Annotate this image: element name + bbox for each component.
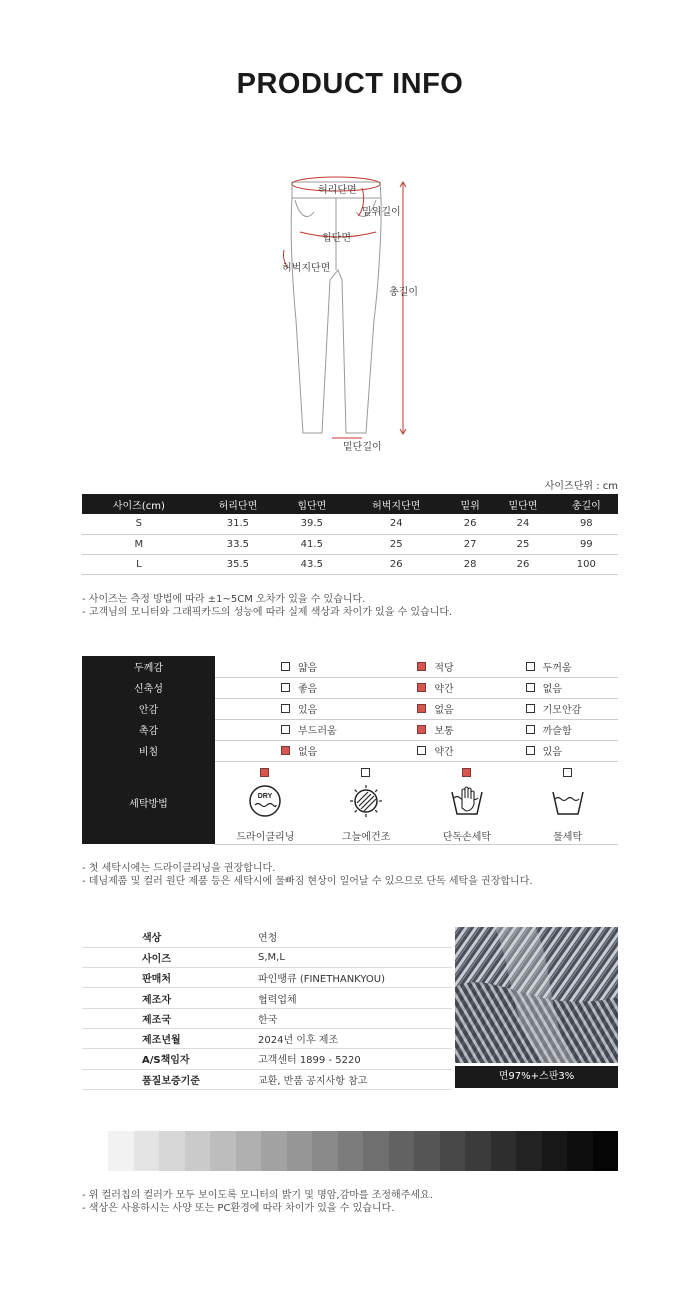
note-line: - 고객님의 모니터와 그래픽카드의 성능에 따라 실제 색상과 차이가 있을 수 있습니다. (82, 607, 453, 618)
feel-label: 비침 (82, 740, 215, 761)
checked-checkbox-icon (417, 704, 426, 713)
size-table (82, 494, 618, 575)
size-cell: 26 (449, 514, 491, 534)
feel-option (349, 659, 483, 674)
feel-option (349, 743, 483, 758)
feel-option (215, 722, 349, 737)
grayscale-chart (108, 1131, 618, 1171)
table-row (82, 1028, 452, 1048)
diagram-label-hip: 힙단면 (322, 233, 351, 244)
gray-chip (236, 1131, 262, 1171)
table-row (82, 1049, 452, 1069)
checked-checkbox-icon (281, 746, 290, 755)
feel-option (484, 701, 618, 716)
info-key: A/S책임자 (82, 1049, 258, 1069)
size-notes (82, 593, 452, 619)
size-unit: 사이즈단위 : cm (544, 481, 618, 492)
feel-option (484, 722, 618, 737)
wash-label: 물세탁 (553, 831, 583, 843)
gray-chip (312, 1131, 338, 1171)
feel-option (215, 701, 349, 716)
table-row (82, 534, 618, 554)
info-value: 고객센터 1899 - 5220 (258, 1049, 452, 1069)
feel-option (215, 743, 349, 758)
gray-chip (210, 1131, 236, 1171)
feel-option-label: 기모안감 (542, 705, 582, 716)
size-col-header: 밑단면 (491, 494, 554, 514)
info-value: 파인땡큐 (FINETHANKYOU) (258, 968, 452, 988)
info-key: 제조년월 (82, 1028, 258, 1048)
info-value: 협력업체 (258, 988, 452, 1008)
unchecked-checkbox-icon (281, 662, 290, 671)
info-value: S,M,L (258, 947, 452, 967)
table-row (82, 514, 618, 534)
feel-row (82, 719, 618, 740)
size-cell: 25 (343, 534, 449, 554)
info-value: 2024년 이후 제조 (258, 1028, 452, 1048)
gray-chip (542, 1131, 568, 1171)
feel-option-label: 없음 (298, 747, 318, 758)
washing-notes (82, 862, 533, 888)
note-line: - 색상은 사용하시는 사양 또는 PC환경에 따라 차이가 있을 수 있습니다. (82, 1203, 395, 1214)
unchecked-checkbox-icon (281, 704, 290, 713)
pants-outline-icon (270, 170, 450, 460)
size-cell: 27 (449, 534, 491, 554)
unchecked-checkbox-icon (526, 704, 535, 713)
size-col-header: 허리단면 (196, 494, 280, 514)
note-line: - 위 컬러칩의 컬러가 모두 보이도록 모니터의 밝기 및 명암,감마를 조정해주세요. (82, 1190, 433, 1201)
gray-chip (593, 1131, 619, 1171)
checked-checkbox-icon (417, 662, 426, 671)
wash-label: 그늘에건조 (341, 831, 391, 843)
info-key: 사이즈 (82, 947, 258, 967)
size-cell: 98 (555, 514, 618, 534)
feel-option-label: 까슬함 (542, 726, 572, 737)
size-cell: M (82, 534, 196, 554)
feel-option-label: 두꺼움 (542, 662, 572, 674)
info-value: 연청 (258, 927, 452, 947)
diagram-label-length: 총길이 (389, 287, 418, 298)
info-key: 판매처 (82, 968, 258, 988)
wash-item-hand-wash (417, 762, 518, 844)
shade-dry-icon (349, 784, 383, 818)
size-col-header: 사이즈(cm) (82, 494, 196, 514)
feel-option (349, 722, 483, 737)
size-cell: 24 (491, 514, 554, 534)
wash-label: 단독손세탁 (442, 831, 492, 843)
feel-row (82, 656, 618, 677)
feel-row (82, 698, 618, 719)
feel-option-label: 좋음 (298, 684, 318, 695)
size-cell: 39.5 (280, 514, 343, 534)
feel-option (484, 680, 618, 695)
table-row (82, 1008, 452, 1028)
feel-label: 촉감 (82, 719, 215, 740)
size-cell: 31.5 (196, 514, 280, 534)
size-col-header: 밑위 (449, 494, 491, 514)
feel-label: 신축성 (82, 677, 215, 698)
unchecked-checkbox-icon (526, 683, 535, 692)
table-row (82, 1069, 452, 1089)
table-row (82, 988, 452, 1008)
info-key: 제조자 (82, 988, 258, 1008)
dry-clean-icon (248, 784, 282, 818)
feel-option-label: 없음 (542, 684, 562, 695)
note-line: - 데님제품 및 컬러 원단 제품 등은 세탁시에 물빠짐 현상이 일어날 수 있으므로 단독 세탁을 권장합니다. (82, 876, 533, 887)
wash-checkbox-0 (260, 768, 269, 777)
fabric-composition: 면97%+스판3% (455, 1066, 618, 1088)
gray-chip (440, 1131, 466, 1171)
feel-row (82, 677, 618, 698)
size-cell: 24 (343, 514, 449, 534)
wash-item-water-wash (517, 762, 618, 844)
pants-measurement-diagram (270, 170, 450, 460)
diagram-label-rise: 밑위길이 (362, 207, 401, 218)
info-value: 한국 (258, 1008, 452, 1028)
hand-wash-icon (450, 784, 484, 818)
unchecked-checkbox-icon (526, 746, 535, 755)
wash-label: 드라이클리닝 (236, 831, 295, 843)
product-info-table (82, 927, 452, 1090)
gray-chip (414, 1131, 440, 1171)
feel-row (82, 740, 618, 761)
size-cell: 28 (449, 554, 491, 574)
size-cell: 26 (491, 554, 554, 574)
size-table-header (82, 494, 618, 514)
gray-chip (465, 1131, 491, 1171)
gray-chip (389, 1131, 415, 1171)
feel-option-label: 있음 (542, 747, 562, 758)
gray-chip (108, 1131, 134, 1171)
size-cell: 99 (555, 534, 618, 554)
size-cell: 43.5 (280, 554, 343, 574)
checked-checkbox-icon (417, 683, 426, 692)
wash-item-shade-dry (316, 762, 417, 844)
feel-option-label: 약간 (434, 747, 454, 758)
info-key: 제조국 (82, 1008, 258, 1028)
size-cell: 41.5 (280, 534, 343, 554)
size-col-header: 힙단면 (280, 494, 343, 514)
checked-checkbox-icon (417, 725, 426, 734)
note-line: - 사이즈는 측정 방법에 따라 ±1~5CM 오차가 있을 수 있습니다. (82, 594, 366, 605)
size-cell: S (82, 514, 196, 534)
color-notes (82, 1189, 433, 1215)
gray-chip (261, 1131, 287, 1171)
washing-icons (215, 762, 618, 844)
feel-option (349, 680, 483, 695)
unchecked-checkbox-icon (526, 662, 535, 671)
feel-option (484, 659, 618, 674)
size-cell: L (82, 554, 196, 574)
page-title: PRODUCT INFO (236, 68, 464, 100)
feel-option (349, 701, 483, 716)
feel-option (215, 680, 349, 695)
diagram-label-hem: 밑단길이 (343, 442, 382, 453)
table-row (82, 947, 452, 967)
info-key: 색상 (82, 927, 258, 947)
diagram-label-thigh: 허벅지단면 (282, 263, 331, 274)
feel-option-label: 보통 (434, 726, 454, 737)
size-cell: 100 (555, 554, 618, 574)
washing-label: 세탁방법 (82, 761, 215, 844)
diagram-label-waist: 허리단면 (318, 185, 357, 196)
size-cell: 33.5 (196, 534, 280, 554)
wash-checkbox-2 (462, 768, 471, 777)
unchecked-checkbox-icon (281, 725, 290, 734)
feel-option-label: 약간 (434, 684, 454, 695)
wash-item-dry-clean (215, 762, 316, 844)
size-cell: 25 (491, 534, 554, 554)
unchecked-checkbox-icon (281, 683, 290, 692)
info-value: 교환, 반품 공지사항 참고 (258, 1069, 452, 1089)
gray-chip (287, 1131, 313, 1171)
table-row (82, 554, 618, 574)
water-wash-icon (551, 784, 585, 818)
feel-label: 안감 (82, 698, 215, 719)
size-cell: 35.5 (196, 554, 280, 574)
fabric-swatch-image (455, 927, 618, 1063)
info-key: 품질보증기준 (82, 1069, 258, 1089)
gray-chip (185, 1131, 211, 1171)
fabric-feel-table (82, 656, 618, 845)
unchecked-checkbox-icon (417, 746, 426, 755)
size-col-header: 허벅지단면 (343, 494, 449, 514)
feel-option-label: 얇음 (298, 662, 318, 674)
gray-chip (338, 1131, 364, 1171)
feel-option-label: 없음 (434, 705, 454, 716)
feel-option-label: 적당 (434, 662, 454, 674)
feel-option-label: 있음 (298, 705, 318, 716)
feel-option-label: 부드러움 (298, 726, 337, 737)
table-row (82, 968, 452, 988)
gray-chip (134, 1131, 160, 1171)
feel-option (484, 743, 618, 758)
gray-chip (491, 1131, 517, 1171)
size-cell: 26 (343, 554, 449, 574)
gray-chip (159, 1131, 185, 1171)
dry-clean-icon-text: DRY (258, 792, 273, 800)
size-col-header: 총길이 (555, 494, 618, 514)
unchecked-checkbox-icon (526, 725, 535, 734)
washing-row (82, 761, 618, 844)
note-line: - 첫 세탁시에는 드라이클리닝을 권장합니다. (82, 863, 276, 874)
feel-label: 두께감 (82, 656, 215, 677)
gray-chip (567, 1131, 593, 1171)
feel-option (215, 659, 349, 674)
wash-checkbox-1 (361, 768, 370, 777)
table-row (82, 927, 452, 947)
gray-chip (516, 1131, 542, 1171)
gray-chip (363, 1131, 389, 1171)
wash-checkbox-3 (563, 768, 572, 777)
